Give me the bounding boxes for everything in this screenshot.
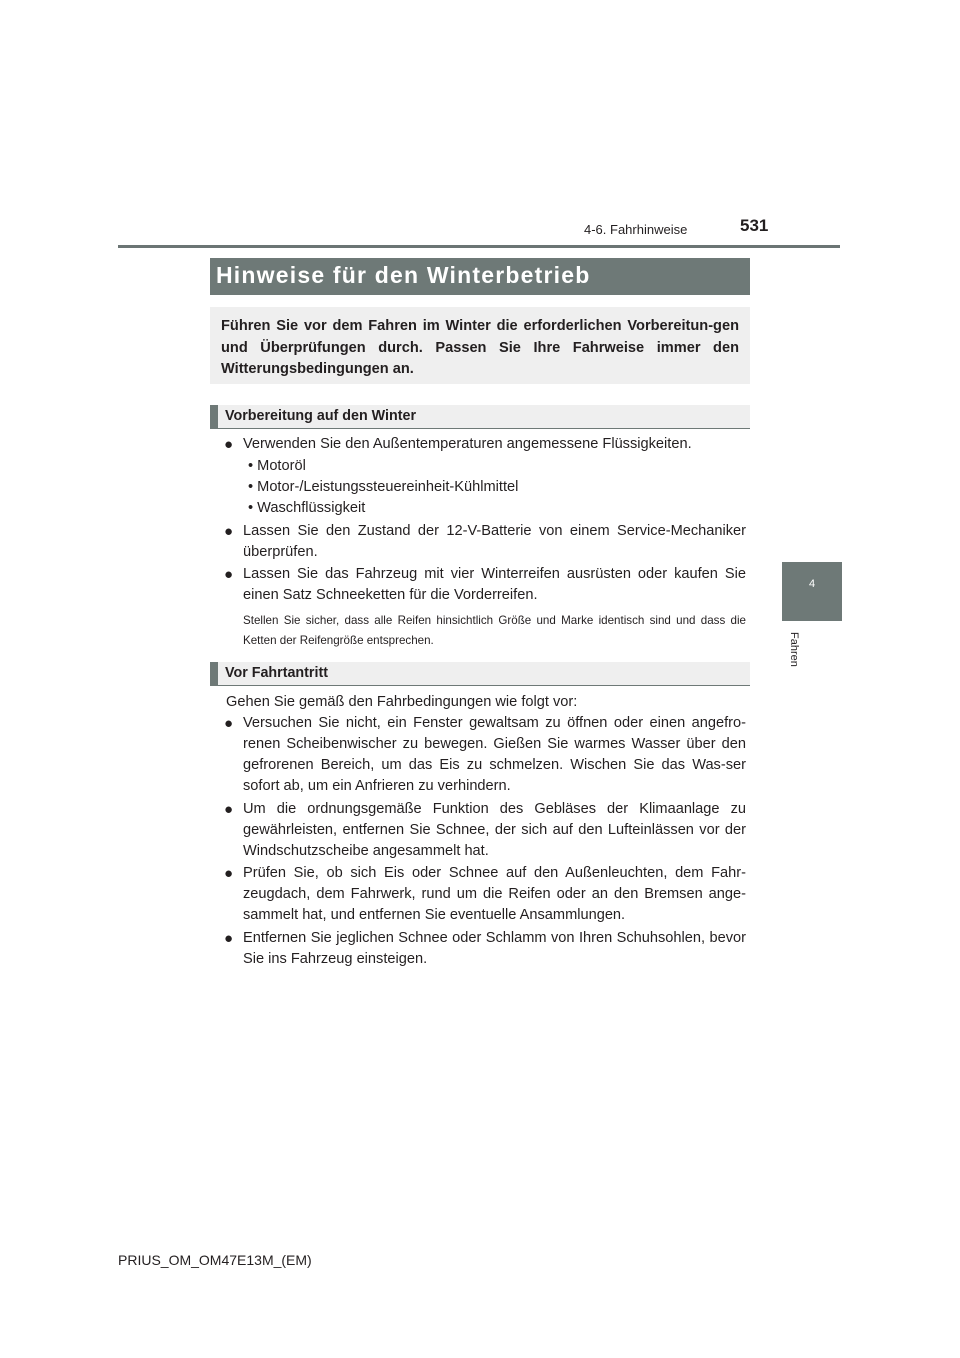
bullet-icon: ● <box>224 436 234 453</box>
bullet-icon: ● <box>224 801 234 818</box>
list-item: ● Entfernen Sie jeglichen Schnee oder Schlamm von Ihren Schuhsohlen, bevor Sie ins Fahrzeug einsteigen. <box>224 930 746 967</box>
list-item: ● Versuchen Sie nicht, ein Fenster gewaltsam zu öffnen oder einen angefro-renen Scheibenwischer zu bewegen. Gießen Sie warmes Wasser über den gefrorenen Bereich, um das Eis zu schmelzen. Wischen Sie das Was-ser sofort ab, um ein Anfrieren zu verhindern. <box>224 715 746 794</box>
chapter-number: 4 <box>808 578 816 590</box>
list-item: ● Prüfen Sie, ob sich Eis oder Schnee auf den Außenleuchten, dem Fahr-zeugdach, dem Fahrwerk, rund um die Reifen oder an den Bremsen ange-sammelt hat, und entfernen Sie eventuelle Ansammlungen. <box>224 865 746 923</box>
bullet-icon: ● <box>224 715 234 732</box>
chapter-tab[interactable] <box>782 562 842 621</box>
sub-list-item: • Waschflüssigkeit <box>248 500 366 516</box>
sub-list-item: • Motor-/Leistungssteuereinheit-Kühlmittel <box>248 479 519 495</box>
bullet-icon: ● <box>224 523 234 540</box>
section-label: 4-6. Fahrhinweise <box>584 222 688 237</box>
bullet-icon: ● <box>224 930 234 947</box>
section-heading-winter-preparation: Vorbereitung auf den Winter <box>210 405 750 429</box>
page-number: 531 <box>740 216 769 235</box>
list-item: ● Verwenden Sie den Außentemperaturen angemessene Flüssigkeiten. <box>224 436 692 453</box>
intro-text: Führen Sie vor dem Fahren im Winter die erforderlichen Vorbereitun-gen und Überprüfungen durch. Passen Sie Ihre Fahrweise immer den Witterungsbedingungen an. <box>221 318 739 378</box>
header-divider <box>118 245 840 248</box>
page-title: Hinweise für den Winterbetrieb <box>216 262 591 288</box>
page-title-bar <box>210 258 750 295</box>
bullet-icon: ● <box>224 865 234 882</box>
section-heading-before-driving: Vor Fahrtantritt <box>210 662 750 686</box>
list-item: ● Lassen Sie den Zustand der 12-V-Batterie von einem Service-Mechaniker überprüfen. <box>224 523 746 560</box>
chapter-name: Fahren <box>788 632 800 667</box>
document-code: PRIUS_OM_OM47E13M_(EM) <box>118 1252 312 1268</box>
section-lead: Gehen Sie gemäß den Fahrbedingungen wie folgt vor: <box>226 694 578 710</box>
intro-box <box>210 307 750 384</box>
note-text: Stellen Sie sicher, dass alle Reifen hinsichtlich Größe und Marke identisch sind und dass die Ketten der Reifengröße entsprechen. <box>243 614 746 647</box>
list-item: ● Um die ordnungsgemäße Funktion des Gebläses der Klimaanlage zu gewährleisten, entfernen Sie Schnee, der sich auf den Lufteinlässen vor der Windschutzscheibe angesammelt hat. <box>224 801 746 859</box>
bullet-icon: ● <box>224 566 234 583</box>
sub-list-item: • Motoröl <box>248 458 306 474</box>
list-item: ● Lassen Sie das Fahrzeug mit vier Winterreifen ausrüsten oder kaufen Sie einen Satz Schneeketten für die Vorderreifen. <box>224 566 746 603</box>
